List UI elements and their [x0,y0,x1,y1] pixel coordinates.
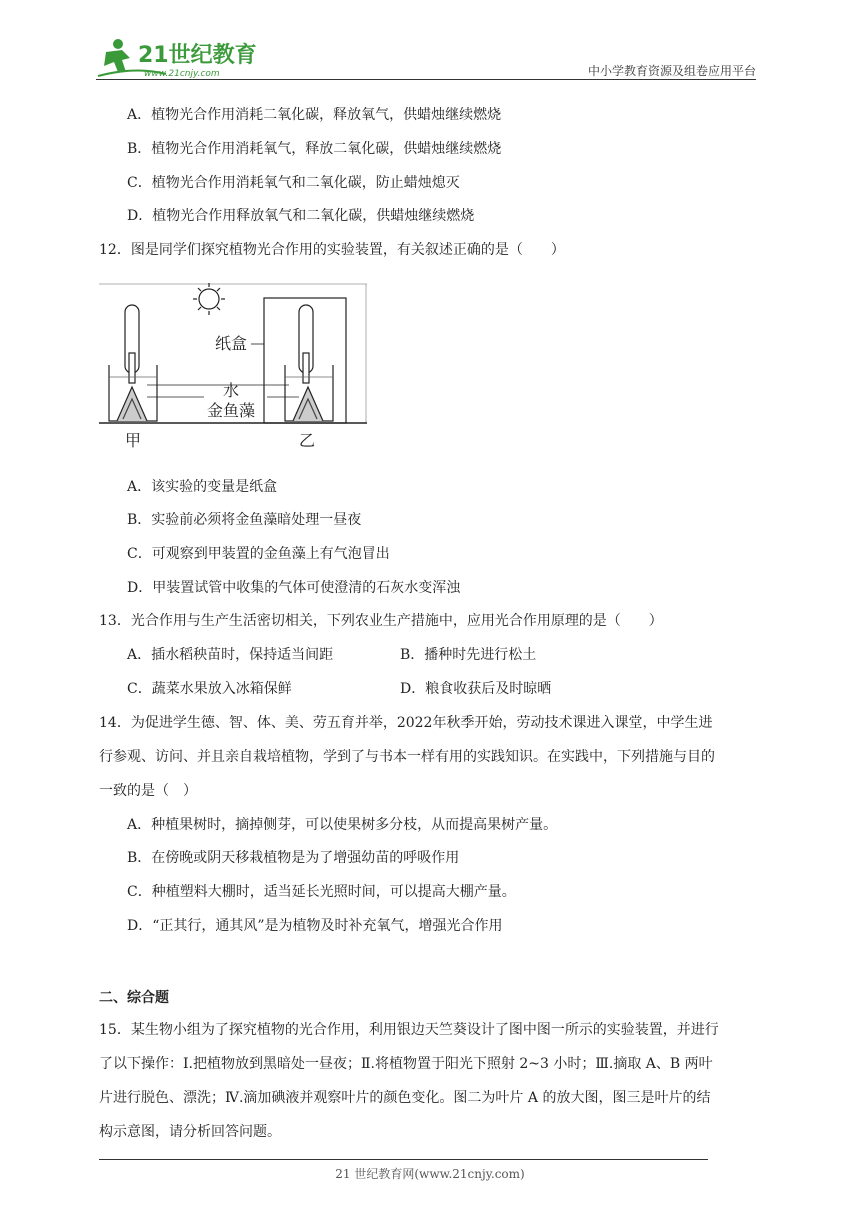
q13-option-a: A．插水稻秧苗时，保持适当间距 [127,647,334,663]
q13-option-d: D．粮食收获后及时晾晒 [400,681,552,697]
site-logo [96,36,276,80]
apparatus-yi [264,298,346,423]
section-title: 二、综合题 [99,990,169,1006]
q13-option-b: B．播种时先进行松土 [400,647,537,663]
q14-stem-line-1: 14．为促进学生德、智、体、美、劳五育并举，2022年秋季开始，劳动技术课进入课堂，中学生进 [99,715,713,731]
q12-option-d: D．甲装置试管中收集的气体可使澄清的石灰水变浑浊 [127,580,461,596]
q15-line-1: 15．某生物小组为了探究植物的光合作用，利用银边天竺葵设计了图中图一所示的实验装置，并进行 [99,1022,719,1038]
experiment-figure [99,283,367,453]
label-paper-box: 纸盒 [215,334,248,353]
q11-option-a: A．植物光合作用消耗二氧化碳，释放氧气，供蜡烛继续燃烧 [127,107,502,123]
q11-option-d: D．植物光合作用释放氧气和二氧化碳，供蜡烛继续燃烧 [127,208,475,224]
footer-divider [99,1159,708,1160]
q15-line-2: 了以下操作：Ⅰ.把植物放到黑暗处一昼夜；Ⅱ.将植物置于阳光下照射 2~3 小时；Ⅲ.摘取 A、B 两叶 [99,1056,713,1072]
header-divider [96,79,756,80]
logo-text: 21世纪教育 [138,43,257,68]
logo-url: www.21cnjy.com [144,69,220,79]
q14-stem-line-2: 行参观、访问、并且亲自栽培植物，学到了与书本一样有用的实践知识。在实践中，下列措施与目的 [99,749,715,765]
q14-option-a: A．种植果树时，摘掉侧芽，可以使果树多分枝，从而提高果树产量。 [127,817,558,833]
label-jia: 甲 [125,431,142,450]
q12-option-a: A．该实验的变量是纸盒 [127,479,278,495]
footer-text: 21 世纪教育网(www.21cnjy.com) [335,1167,525,1181]
q14-option-c: C．种植塑料大棚时，适当延长光照时间，可以提高大棚产量。 [127,884,516,900]
q15-line-3: 片进行脱色、漂洗；Ⅳ.滴加碘液并观察叶片的颜色变化。图二为叶片 A 的放大图，图三是叶片的结 [99,1090,711,1106]
label-goldfish-weed: 金鱼藻 [207,401,256,420]
q11-option-b: B．植物光合作用消耗氧气，释放二氧化碳，供蜡烛继续燃烧 [127,141,502,157]
q11-option-c: C．植物光合作用消耗氧气和二氧化碳，防止蜡烛熄灭 [127,175,460,191]
q13-option-c: C．蔬菜水果放入冰箱保鲜 [127,681,292,697]
platform-name: 中小学教育资源及组卷应用平台 [587,64,756,78]
q12-option-b: B．实验前必须将金鱼藻暗处理一昼夜 [127,512,362,528]
apparatus-jia [109,305,157,421]
q12-stem: 12．图是同学们探究植物光合作用的实验装置，有关叙述正确的是（ ） [99,242,565,258]
q13-stem: 13．光合作用与生产生活密切相关，下列农业生产措施中，应用光合作用原理的是（ ） [99,613,663,629]
q14-stem-line-3: 一致的是（ ） [99,783,197,799]
q14-option-b: B．在傍晚或阴天移栽植物是为了增强幼苗的呼吸作用 [127,850,460,866]
label-yi: 乙 [299,431,316,450]
q14-option-d: D．“正其行，通其风”是为植物及时补充氧气，增强光合作用 [127,918,503,934]
q12-option-c: C．可观察到甲装置的金鱼藻上有气泡冒出 [127,546,390,562]
label-water: 水 [223,381,240,400]
sun-icon [193,283,225,315]
q15-line-4: 构示意图，请分析回答问题。 [99,1124,281,1140]
